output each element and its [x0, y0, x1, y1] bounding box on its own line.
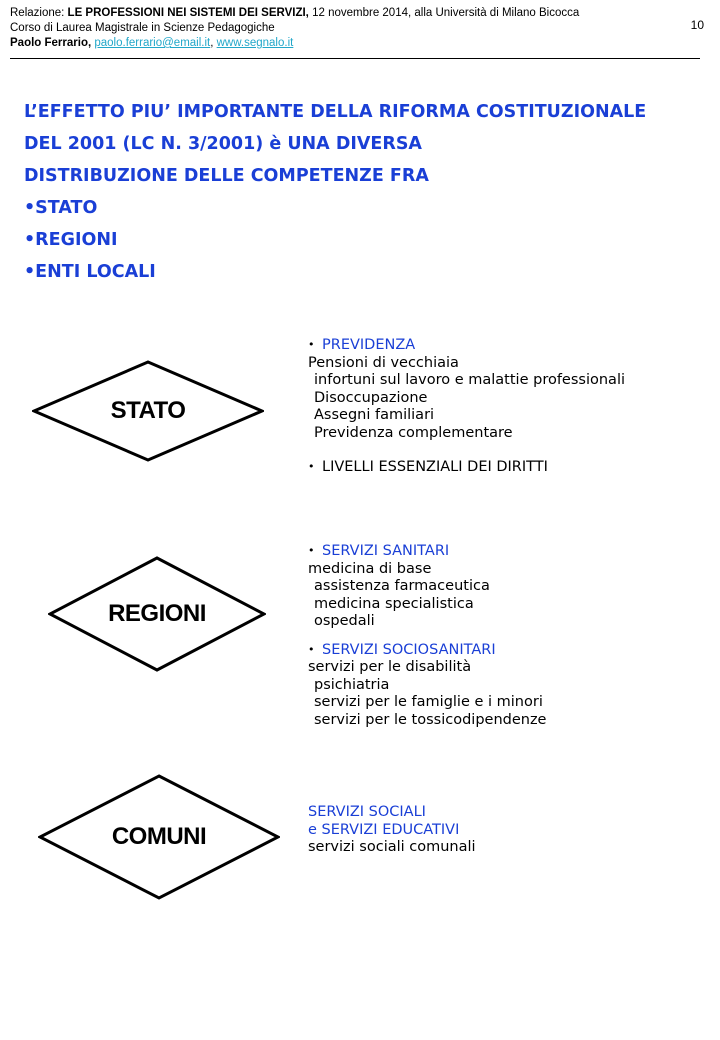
email-link[interactable]: paolo.ferrario@email.it — [94, 37, 211, 49]
list-item: servizi per le famiglie e i minori — [314, 694, 543, 710]
list-item: psichiatria — [314, 676, 390, 693]
list-item: infortuni sul lavoro e malattie professionali — [314, 372, 625, 388]
course-line: Corso di Laurea Magistrale in Scienze Pedagogiche — [10, 22, 275, 34]
slide-title — [24, 96, 714, 288]
regioni-competences — [308, 542, 546, 729]
page-number: 10 — [690, 18, 704, 32]
list-item: Pensioni di vecchiaia — [308, 354, 459, 371]
title-bullet-enti-locali: •ENTI LOCALI — [24, 262, 156, 282]
list-item: Disoccupazione — [314, 389, 428, 406]
website-link[interactable]: www.segnalo.it — [216, 37, 294, 49]
stato-competences — [308, 336, 625, 477]
header-line-1: Relazione: LE PROFESSIONI NEI SISTEMI DEI SERVIZI, 12 novembre 2014, alla Università di Milano Bicocca — [10, 7, 580, 19]
bullet-icon: • — [308, 544, 315, 557]
servizi-sociosanitari-heading: • SERVIZI SOCIOSANITARI — [308, 641, 496, 658]
livelli-heading: • LIVELLI ESSENZIALI DEI DIRITTI — [308, 459, 548, 475]
stato-diamond — [32, 360, 264, 462]
list-item: servizi per le disabilità — [308, 659, 472, 675]
title-line: L’EFFETTO PIU’ IMPORTANTE DELLA RIFORMA COSTITUZIONALE — [24, 102, 647, 122]
title-line: DISTRIBUZIONE DELLE COMPETENZE FRA — [24, 166, 429, 186]
title-line: DEL 2001 (LC N. 3/2001) è UNA DIVERSA — [24, 134, 422, 154]
list-item: servizi sociali comunali — [308, 839, 476, 855]
list-item: ospedali — [314, 613, 375, 629]
bullet-icon: • — [308, 338, 315, 351]
comuni-label: COMUNI — [111, 823, 207, 850]
bullet-icon: • — [308, 460, 315, 473]
servizi-educativi-heading: e SERVIZI EDUCATIVI — [308, 821, 460, 838]
title-bullet-stato: •STATO — [24, 198, 98, 218]
servizi-sociali-heading: SERVIZI SOCIALI — [308, 804, 426, 820]
header-divider — [10, 58, 700, 59]
servizi-sanitari-heading: • SERVIZI SANITARI — [308, 543, 450, 559]
title-bullet-regioni: •REGIONI — [24, 230, 118, 250]
comuni-diamond — [38, 774, 280, 900]
list-item: Previdenza complementare — [314, 424, 513, 441]
regioni-diamond — [48, 556, 266, 672]
list-item: assistenza farmaceutica — [314, 578, 490, 594]
list-item: medicina di base — [308, 560, 432, 577]
report-title: LE PROFESSIONI NEI SISTEMI DEI SERVIZI, — [67, 7, 309, 19]
list-item: medicina specialistica — [314, 595, 474, 612]
list-item: Assegni familiari — [314, 407, 435, 423]
stato-label: STATO — [110, 397, 186, 424]
comuni-competences — [308, 804, 476, 857]
previdenza-heading: • PREVIDENZA — [308, 337, 416, 353]
list-item: servizi per le tossicodipendenze — [314, 711, 547, 728]
regioni-label: REGIONI — [108, 600, 206, 627]
author-line: Paolo Ferrario, paolo.ferrario@email.it, www.segnalo.it — [10, 37, 294, 49]
document-header — [10, 6, 579, 51]
author-name: Paolo Ferrario, — [10, 37, 92, 49]
bullet-icon: • — [308, 642, 315, 656]
